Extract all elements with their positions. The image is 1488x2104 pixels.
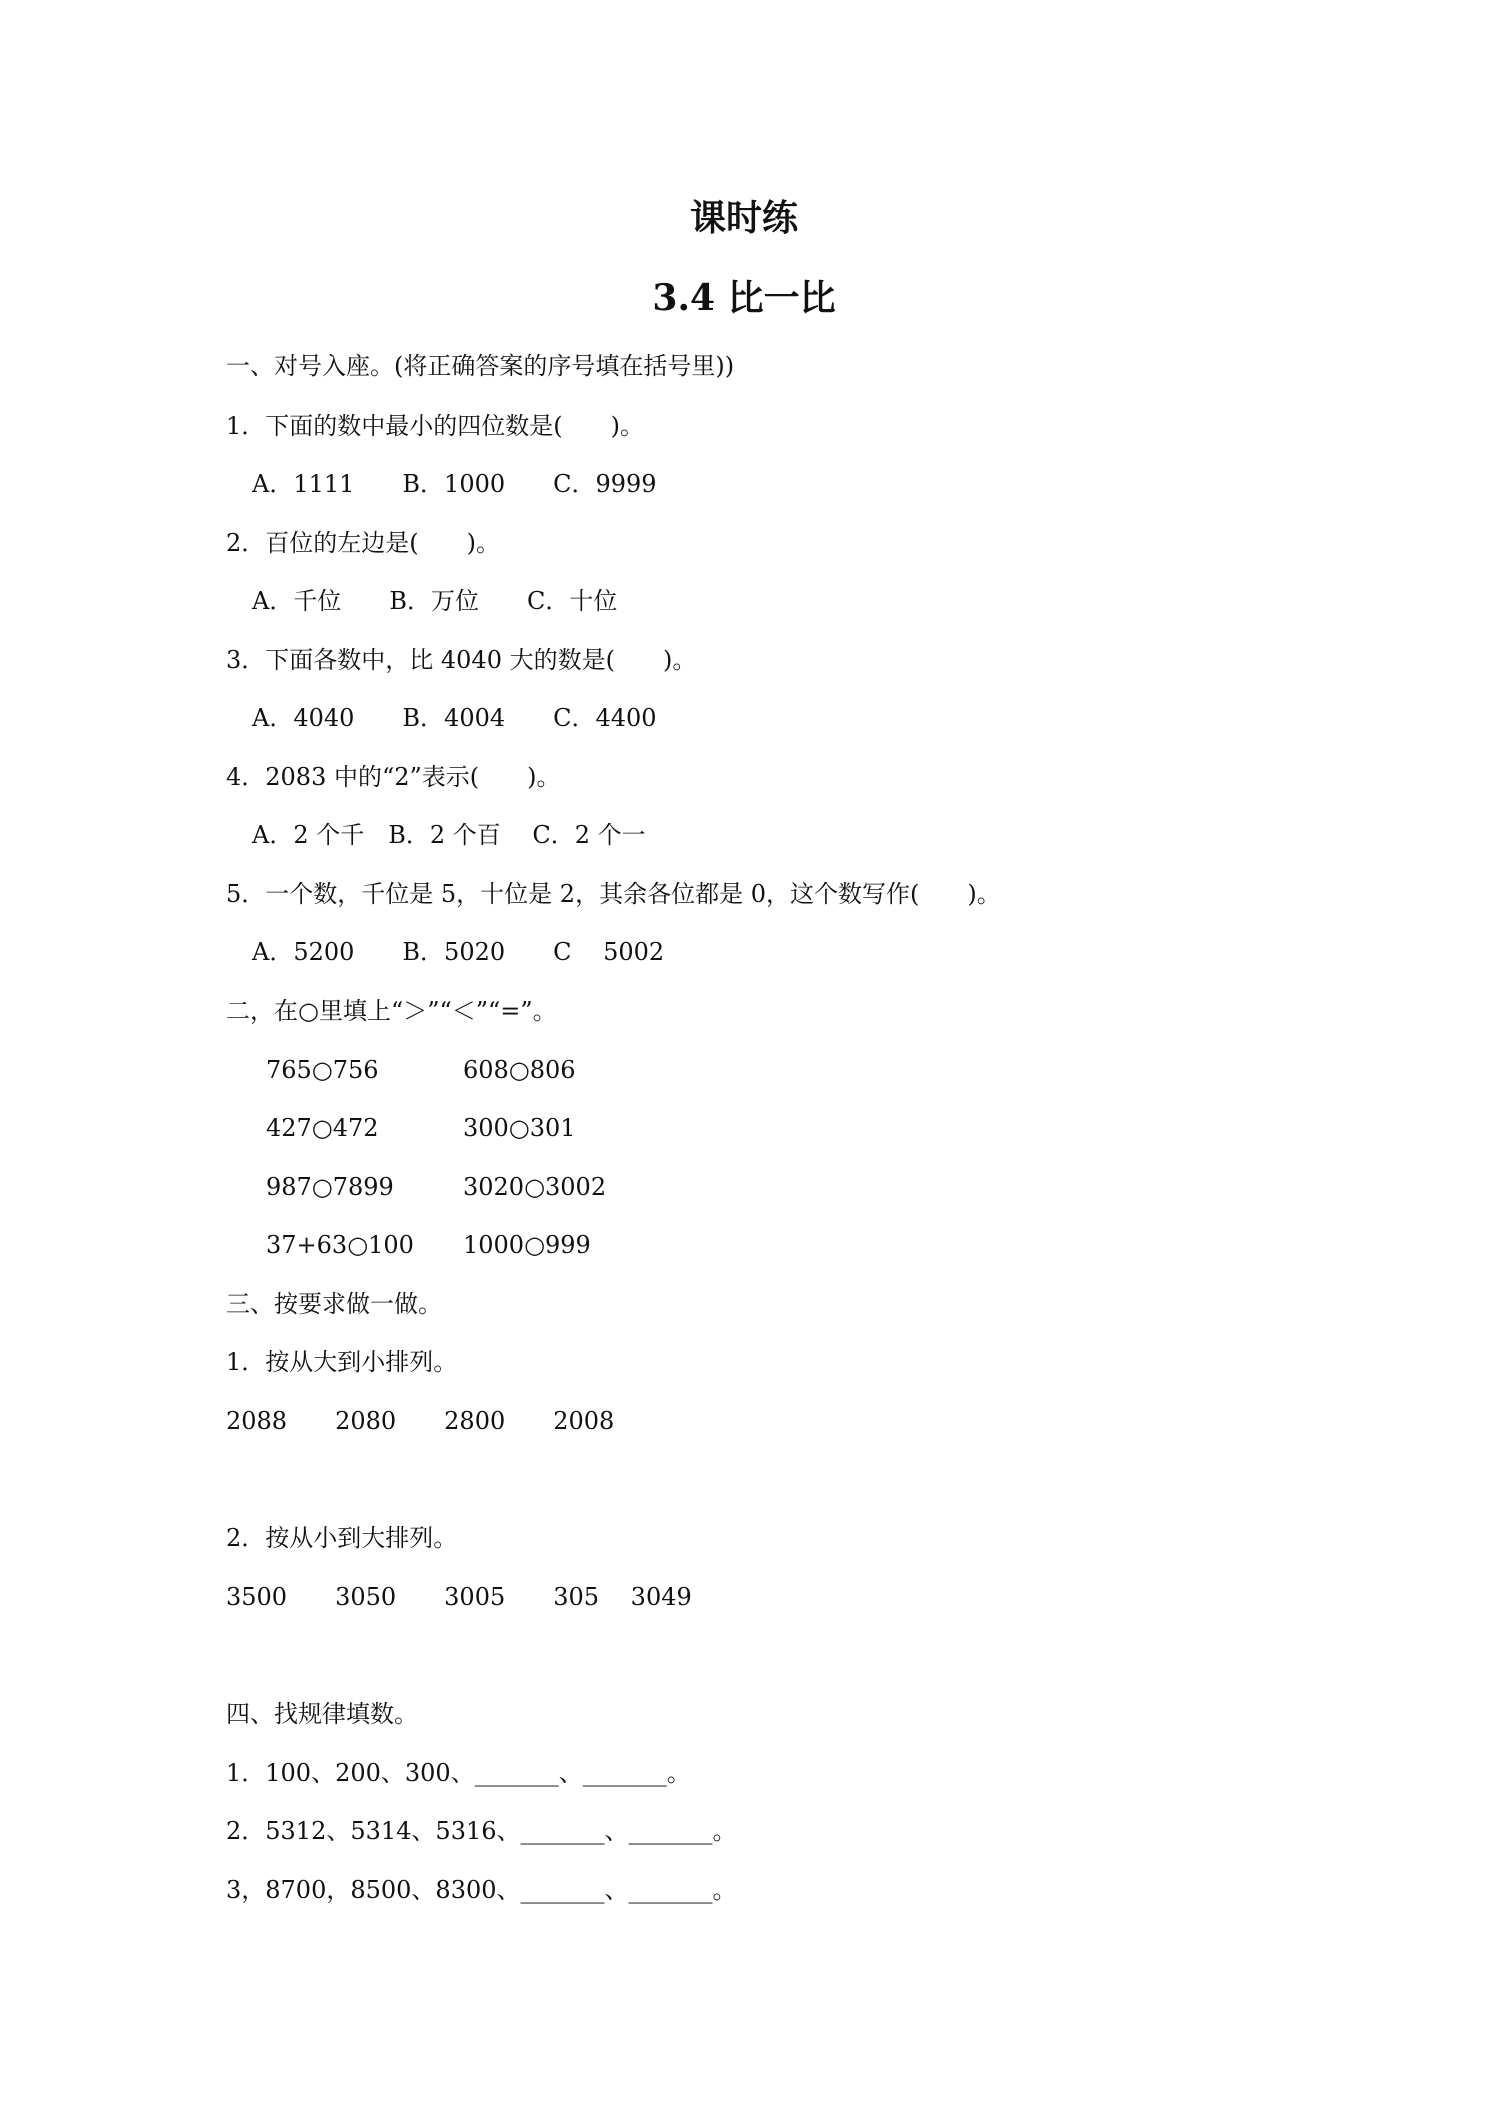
comparison-item: 987○7899 [266,1173,394,1201]
section3-question-2: 2．按从小到大排列。 [226,1524,458,1552]
section1-question-2: 2．百位的左边是( )。 [226,529,500,557]
section1-options-1: A．1111 B．1000 C．9999 [252,470,657,498]
section1-question-4: 4．2083 中的“2”表示( )。 [226,763,561,791]
page-subtitle: 3.4 比一比 [652,277,836,319]
section1-options-2: A．千位 B．万位 C．十位 [252,587,618,615]
section3-question-1: 1．按从大到小排列。 [226,1348,458,1376]
section4-item-2: 2．5312、5314、5316、_______、_______。 [226,1817,737,1845]
section1-options-5: A．5200 B．5020 C 5002 [252,938,665,966]
comparison-item: 765○756 [266,1056,379,1084]
comparison-item: 608○806 [463,1056,576,1084]
section1-question-1: 1．下面的数中最小的四位数是( )。 [226,412,644,440]
comparison-item: 300○301 [463,1114,576,1142]
comparison-item: 1000○999 [463,1231,591,1259]
section1-heading: 一、对号入座。(将正确答案的序号填在括号里)) [226,352,735,380]
section1-options-3: A．4040 B．4004 C．4400 [252,704,657,732]
section1-question-5: 5．一个数，千位是 5，十位是 2，其余各位都是 0，这个数写作( )。 [226,880,1001,908]
comparison-item: 3020○3002 [463,1173,607,1201]
section1-question-3: 3．下面各数中，比 4040 大的数是( )。 [226,646,697,674]
page-title: 课时练 [689,197,798,239]
comparison-item: 37+63○100 [266,1231,414,1259]
section2-heading: 二，在○里填上“＞”“＜”“=”。 [226,997,557,1025]
section4-item-3: 3，8700，8500、8300、_______、_______。 [226,1876,737,1904]
section4-heading: 四、找规律填数。 [226,1700,418,1728]
section3-numbers-1: 2088 2080 2800 2008 [226,1407,615,1435]
section3-heading: 三、按要求做一做。 [226,1290,442,1318]
comparison-item: 427○472 [266,1114,379,1142]
section4-item-1: 1．100、200、300、_______、_______。 [226,1759,691,1787]
section3-numbers-2: 3500 3050 3005 305 3049 [226,1583,692,1611]
section1-options-4: A．2 个千 B．2 个百 C．2 个一 [252,821,646,849]
